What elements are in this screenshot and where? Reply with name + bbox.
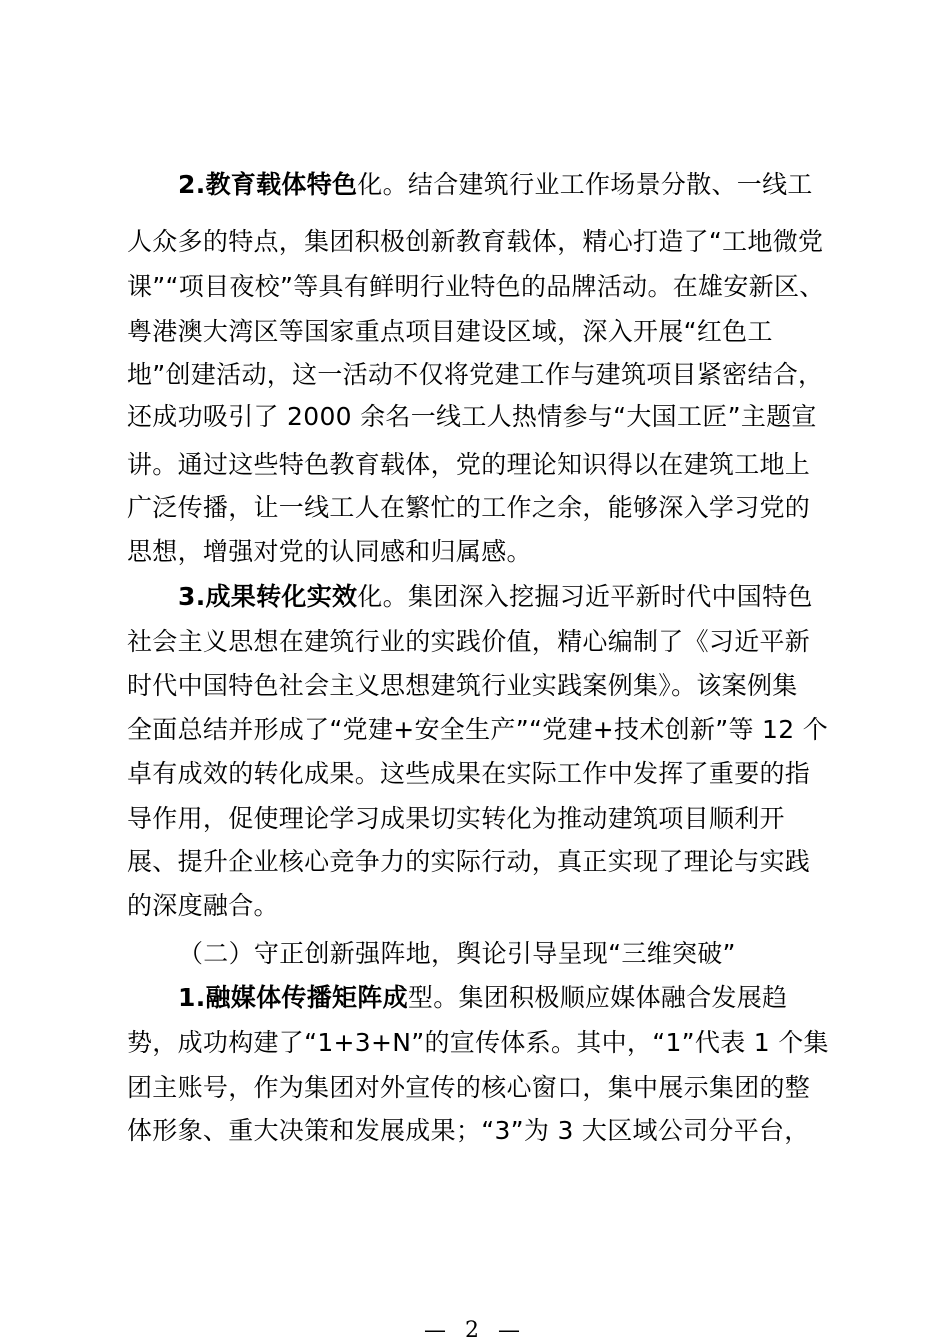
paragraph-1-lead: 2.教育载体特色 [178,170,358,199]
paragraph-1-line-4: 粤港澳大湾区等国家重点项目建设区域，深入开展“红色工 [127,317,773,346]
paragraph-1-line-1 [178,170,878,200]
paragraph-1-line-3: 课”“项目夜校”等具有鲜明行业特色的品牌活动。在雄安新区、 [127,272,825,301]
section-heading: （二）守正创新强阵地，舆论引导呈现“三维突破” [178,939,736,968]
paragraph-3-line-3: 团主账号，作为集团对外宣传的核心窗口，集中展示集团的整 [127,1073,811,1102]
paragraph-2-line-6: 导作用，促使理论学习成果切实转化为推动建筑项目顺利开 [127,804,785,833]
paragraph-2-line-2: 社会主义思想在建筑行业的实践价值，精心编制了《习近平新 [127,627,811,656]
paragraph-2-line-5: 卓有成效的转化成果。这些成果在实际工作中发挥了重要的指 [127,759,811,788]
paragraph-2-line-4: 全面总结并形成了“党建+安全生产”“党建+技术创新”等 12 个 [127,715,829,744]
paragraph-1-line-6: 还成功吸引了 2000 余名一线工人热情参与“大国工匠”主题宣 [127,402,817,431]
paragraph-2-lead: 3.成果转化实效 [178,582,358,611]
paragraph-2-line-7: 展、提升企业核心竞争力的实际行动，真正实现了理论与实践 [127,847,811,876]
paragraph-2-line-1 [178,582,878,612]
paragraph-3-lead: 1.融媒体传播矩阵成 [178,983,408,1012]
paragraph-2-line-1-text: 化。集团深入挖掘习近平新时代中国特色 [357,582,813,611]
paragraph-3-line-2: 势，成功构建了“1+3+N”的宣传体系。其中，“1”代表 1 个集 [127,1028,829,1057]
paragraph-1-line-8: 广泛传播，让一线工人在繁忙的工作之余，能够深入学习党的 [127,493,811,522]
paragraph-3-line-1-text: 型。集团积极顺应媒体融合发展趋 [407,983,788,1012]
paragraph-1-line-5: 地”创建活动，这一活动不仅将党建工作与建筑项目紧密结合， [127,360,824,389]
paragraph-1-line-2: 人众多的特点，集团积极创新教育载体，精心打造了“工地微党 [127,227,824,256]
paragraph-2-line-8: 的深度融合。 [127,891,279,920]
paragraph-3-line-4: 体形象、重大决策和发展成果；“3”为 3 大区域公司分平台， [127,1116,810,1145]
paragraph-1-line-1-text: 化。结合建筑行业工作场景分散、一线工 [357,170,813,199]
paragraph-2-line-3: 时代中国特色社会主义思想建筑行业实践案例集》。该案例集 [127,671,798,700]
paragraph-3-line-1 [178,983,878,1013]
paragraph-1-line-9: 思想，增强对党的认同感和归属感。 [127,537,532,566]
page-number: — 2 — [424,1318,526,1343]
paragraph-1-line-7: 讲。通过这些特色教育载体，党的理论知识得以在建筑工地上 [127,450,811,479]
